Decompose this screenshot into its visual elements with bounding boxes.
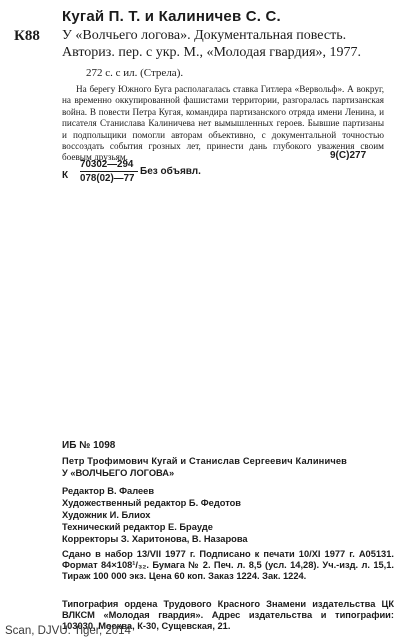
- authors-heading: Кугай П. Т. и Калиничев С. С.: [62, 8, 281, 25]
- imprint-proofreaders: Корректоры З. Харитонова, В. Назарова: [62, 534, 248, 544]
- formula-denominator: 078(02)—77: [80, 173, 135, 184]
- imprint-title: У «ВОЛЧЬЕГО ЛОГОВА»: [62, 468, 175, 478]
- imprint-artist: Художник И. Блиох: [62, 510, 151, 520]
- ib-number: ИБ № 1098: [62, 440, 116, 451]
- imprint-art-editor: Художественный редактор Б. Федотов: [62, 498, 242, 508]
- catalog-code: К88: [14, 28, 40, 44]
- production-details: Сдано в набор 13/VII 1977 г. Подписано к печати 10/XI 1977 г. А05131. Формат 84×108¹/₃₂. Бумага № 2. Печ. л. 8,5 (усл. 14,28). Уч.-изд. л. 15,1. Тираж 100 000 экз. Цена 60 коп. Заказ 1224. Зак. 1224.: [62, 549, 394, 582]
- imprint-tech-editor: Технический редактор Е. Брауде: [62, 522, 213, 532]
- formula-numerator: 70302—294: [80, 159, 134, 170]
- book-title-entry: У «Волчьего логова». Документальная повесть. Авториз. пер. с укр. М., «Молодая гвардия», 1977.: [62, 28, 362, 60]
- scan-credit: Scan, DJVU: Tiger, 2014: [5, 625, 131, 637]
- imprint-authors: Петр Трофимович Кугай и Станислав Сергеевич Калиничев: [62, 456, 348, 466]
- printing-house: Типография ордена Трудового Красного Знамени издательства ЦК ВЛКСМ «Молодая гвардия». Адрес издательства и типографии: 103030, Москва, К-30, Сущевская, 21.: [62, 599, 394, 632]
- formula-k: К: [62, 170, 69, 181]
- annotation-text: На берегу Южного Буга располагалась ставка Гитлера «Вервольф». А вокруг, на временно оккупированной фашистами территории, разгоралась партизанская война. В повести Петра Кугая, командира партизанского отряда имени Ленина, и писателя Станислава Калиничева нет вымышленных героев. Бывшие партизаны и подпольщики помогли авторам объективно, с документальной точностью воссоздать события грозных лет, принести дань глубокого уважения своим боевым друзьям.: [62, 84, 384, 163]
- bbk-index: 9(С)277: [330, 150, 367, 161]
- formula-tail: Без объявл.: [140, 166, 201, 177]
- formula-fraction-line: [80, 171, 138, 172]
- imprint-editor: Редактор В. Фалеев: [62, 486, 155, 496]
- page-count: 272 с. с ил. (Стрела).: [86, 67, 184, 79]
